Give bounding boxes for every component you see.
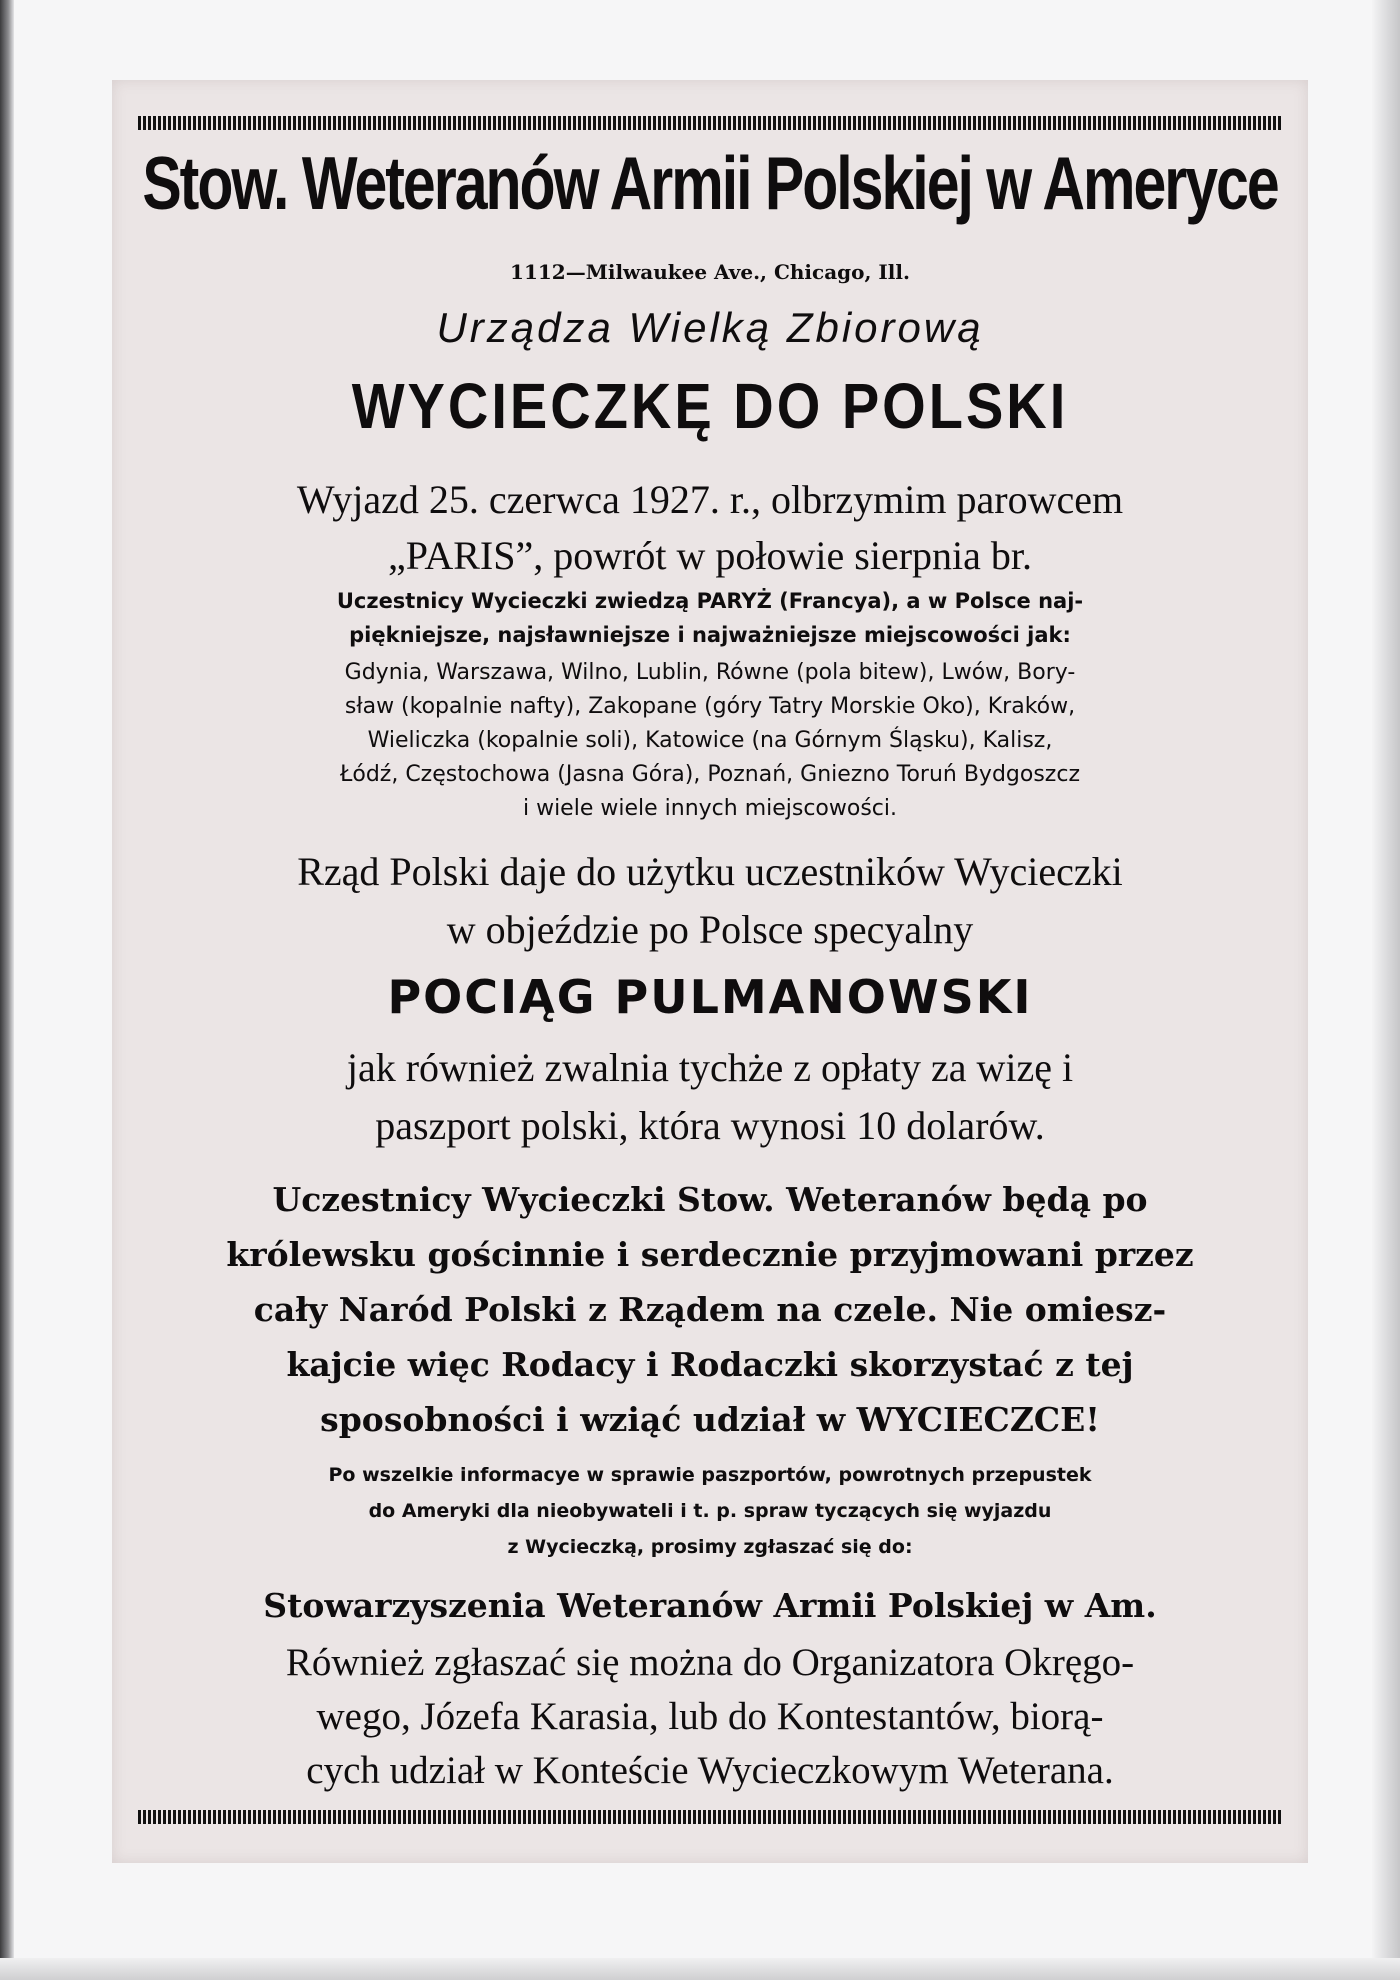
welcome-line-5: sposobności i wziąć udział w WYCIECZCE! (320, 1400, 1100, 1439)
government-line-2: w objeździe po Polsce specyalny (446, 907, 974, 952)
scan-edge-left (0, 0, 14, 1980)
association-name: Stowarzyszenia Weteranów Armii Polskiej w Am. (263, 1586, 1157, 1625)
top-ornamental-rule (138, 116, 1282, 130)
departure-line-2: „PARIS”, powrót w połowie sierpnia br. (387, 533, 1033, 578)
welcome-line-3: cały Naród Polski z Rządem na czele. Nie omiesz- (253, 1290, 1167, 1329)
visa-line-2: paszport polski, która wynosi 10 dolarów. (375, 1103, 1045, 1148)
train-headline: POCIĄG PULMANOWSKI (387, 970, 1033, 1024)
headline: WYCIECZKĘ DO POLSKI (351, 369, 1069, 442)
info-line-3: z Wycieczką, prosimy zgłaszać się do: (507, 1536, 913, 1558)
info-line-2: do Ameryki dla nieobywateli i t. p. spraw tyczących się wyjazdu (368, 1500, 1052, 1522)
bottom-ornamental-rule (138, 1810, 1282, 1824)
info-line-1: Po wszelkie informacye w sprawie paszportów, powrotnych przepustek (328, 1464, 1092, 1486)
places-line-2: sław (kopalnie nafty), Zakopane (góry Tatry Morskie Oko), Kraków, (344, 694, 1076, 719)
participants-line-1: Uczestnicy Wycieczki zwiedzą PARYŻ (Francya), a w Polsce naj- (336, 589, 1084, 613)
places-line-1: Gdynia, Warszawa, Wilno, Lublin, Równe (pola bitew), Lwów, Bory- (344, 660, 1076, 685)
welcome-line-4: kajcie więc Rodacy i Rodaczki skorzystać z tej (286, 1345, 1134, 1384)
participants-line-2: piękniejsze, najsławniejsze i najważniejsze miejscowości jak: (349, 623, 1071, 647)
departure-line-1: Wyjazd 25. czerwca 1927. r., olbrzymim parowcem (296, 477, 1124, 522)
places-line-3: Wieliczka (kopalnie soli), Katowice (na Górnym Śląsku), Kalisz, (367, 728, 1053, 753)
subtitle: Urządza Wielką Zbiorową (436, 304, 984, 351)
contact-line-2: wego, Józefa Karasia, lub do Kontestantów, biorą- (316, 1695, 1104, 1738)
scan-edge-right (1372, 0, 1400, 1980)
organization-title: Stow. Weteranów Armii Polskiej w Ameryce (142, 141, 1278, 226)
contact-line-3: cych udział w Konteście Wycieczkowym Weterana. (306, 1749, 1114, 1792)
newspaper-clipping (112, 80, 1308, 1863)
welcome-line-2: królewsku gościnnie i serdecznie przyjmowani przez (226, 1235, 1194, 1274)
places-line-4: Łódź, Częstochowa (Jasna Góra), Poznań, Gniezno Toruń Bydgoszcz (340, 762, 1080, 787)
welcome-line-1: Uczestnicy Wycieczki Stow. Weteranów będą po (272, 1180, 1148, 1219)
address: 1112—Milwaukee Ave., Chicago, Ill. (510, 260, 910, 284)
scan-edge-bottom (0, 1958, 1400, 1980)
places-line-5: i wiele wiele innych miejscowości. (522, 796, 898, 821)
visa-line-1: jak również zwalnia tychże z opłaty za wizę i (346, 1045, 1074, 1090)
contact-line-1: Również zgłaszać się można do Organizatora Okręgo- (285, 1641, 1135, 1684)
government-line-1: Rząd Polski daje do użytku uczestników Wycieczki (297, 849, 1123, 894)
